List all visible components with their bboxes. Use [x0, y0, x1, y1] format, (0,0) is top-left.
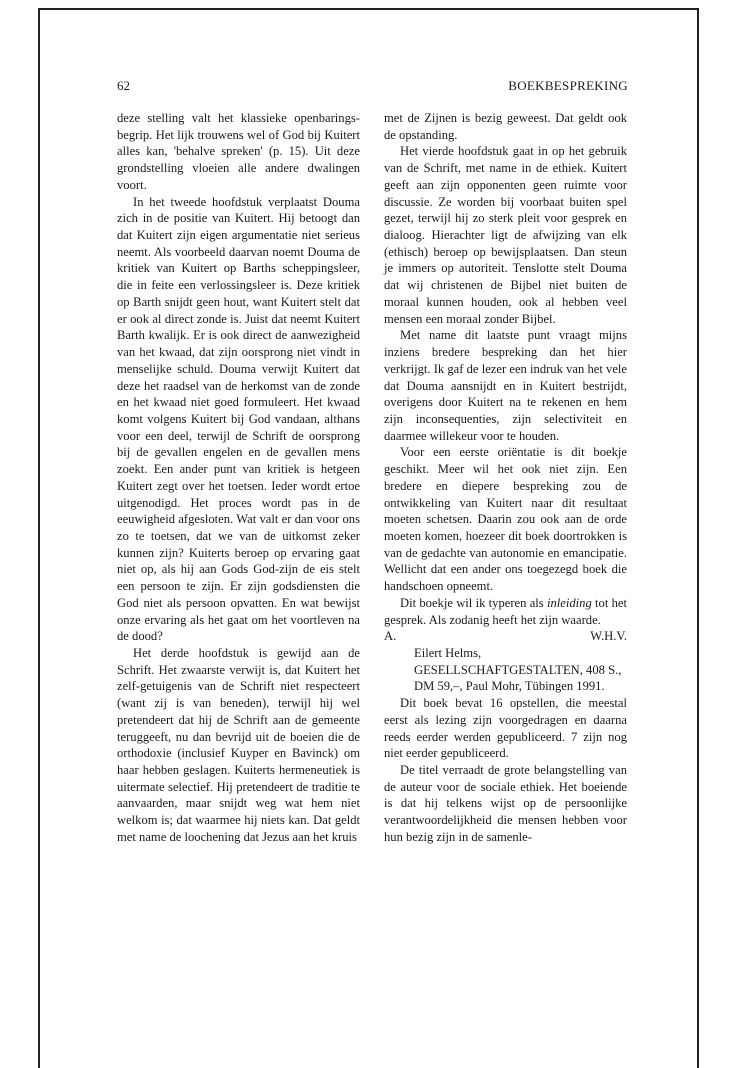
paragraph: In het tweede hoofdstuk verplaatst Douma zich in de positie van Kuitert. Hij betoogt dan dat Kuitert zijn eigen argumentatie niet serieus neemt. Als voorbeeld daarvan noemt Douma de kritiek van Kuitert op Barths scheppingsleer, die in feite een verlossingsleer is. Deze kritiek op Barth snijdt geen hout, want Kuitert stelt dat er ook al direct zonde is. Juist dat neemt Kuitert Barth kwalijk. Er is ook direct de aanwezigheid van het kwaad, dat zijn oorsprong niet vindt in menselijke schuld. Douma verwijt Kuitert dat deze het raadsel van de herkomst van de zonde en het kwaad niet goed formuleert. Het kwaad komt volgens Kuitert bij God vandaan, althans voor een deel, terwijl de Schrift de oorsprong bij de gevallen engelen en de gevallen mens zoekt. Een ander punt van kritiek is hetgeen Kuitert zegt over het toetsen. Ieder wordt ertoe uitgenodigd. Het proces wordt pas in de eeuwigheid afgesloten. Wat valt er dan voor ons zo te toetsen, dat we van de uitkomst zeker kunnen zijn? Kuiterts beroep op ervaring gaat niet op, als hij aan Gods God-zijn de eis stelt een persoon te zijn. Er zijn godsdiensten die God niet als persoon opvatten. En wat bewijst onze ervaring als het gaat om het voortleven na de dood?	[117, 194, 360, 644]
page-border-right	[697, 8, 699, 1068]
page-number: 62	[117, 78, 130, 93]
signature-initial: A.	[384, 629, 397, 644]
text-run: tot het gesprek. Als zodanig heeft het zijn waarde.	[384, 595, 627, 627]
paragraph: Voor een eerste oriëntatie is dit boekje geschikt. Meer wil het ook niet zijn. Een bredere en diepere bespreking zou de ontwikkeling van Kuitert naar dit resultaat moeten schetsen. Daarin zou ook aan de orde moeten komen, hoezeer dit boek doortrokken is van de gedachte van autonomie en emancipatie. Wellicht dat een ander ons toegezegd boek die handschoen opneemt.	[384, 445, 627, 594]
page-border-left	[38, 8, 40, 1068]
reviewer-initials: W.H.V.	[590, 629, 627, 644]
paragraph: Het vierde hoofdstuk gaat in op het gebruik van de Schrift, met name in de ethiek. Kuitert geeft aan zijn opponenten geen ruimte voor discussie. Ze worden bij voorbaat buiten spel gezet, terwijl hij zo sterk pleit voor gesprek en dialoog. Hierachter ligt de afwijzing van elk (ethisch) beroep op bewijsplaatsen. Dan steun je immers op autoriteit. Tenslotte stelt Douma dat wij christenen de Bijbel niet buiten de moraal kunnen houden, ook al hebben veel mensen een moraal zonder Bijbel.	[384, 144, 627, 326]
running-head: BOEKBESPREKING	[508, 78, 628, 93]
book-reference: Eilert Helms, GESELLSCHAFTGESTALTEN, 408 S., DM 59,–, Paul Mohr, Tübingen 1991.	[414, 646, 622, 694]
paragraph: Het derde hoofdstuk is gewijd aan de Schrift. Het zwaarste verwijt is, dat Kuitert het zelf-getuigenis van de Schrift niet respecteert (want zij is van beneden), terwijl hij wel pretendeert dat hij de Schrift aan de gemeente teruggeeft, nu dan bevrijd uit de boeien die de orthodoxie (inclusief Kuyper en Bavinck) om haar hebben geslagen. Kuiterts hermeneutiek is uitermate selectief. Hij pretendeert de traditie te aanvaarden, maar snijdt weg wat hem niet welkom is; dat waarmee hij niets kan. Dat geldt met name de loochening dat Jezus aan het kruis	[117, 646, 360, 844]
text-run: Dit boekje wil ik typeren als	[400, 595, 547, 610]
signature-row	[384, 628, 627, 645]
paragraph: Met name dit laatste punt vraagt mijns inziens bredere bespreking dan het hier verkrijgt. Ik gaf de lezer een indruk van het vele dat Douma aansnijdt en in Kuitert bestrijdt, overigens door Kuitert na te rekenen en hem zijn inconsequenties, zijn selectiviteit en daarmee willekeur voor te houden.	[384, 328, 627, 443]
page-border-top	[38, 8, 698, 10]
paragraph: met de Zijnen is bezig geweest. Dat geldt ook de opstanding.	[384, 111, 627, 142]
paragraph: De titel verraadt de grote belangstelling van de auteur voor de sociale ethiek. Het boeiende is dat hij telkens wijst op de persoonlijke verantwoordelijkheid die mensen hebben voor hun bezig zijn in de samenle-	[384, 763, 627, 844]
paragraph	[384, 595, 627, 628]
paragraph: deze stelling valt het klassieke openbaringsbegrip. Het lijk trouwens wel of God bij Kuitert alles kan, 'behalve spreken' (p. 15). Uit deze grondstelling vloeien alle andere dwalingen voort.	[117, 111, 360, 192]
paragraph: Dit boek bevat 16 opstellen, die meestal eerst als lezing zijn voorgedragen en daarna reeds eerder werden gepubliceerd. 7 zijn nog niet eerder gepubliceerd.	[384, 696, 627, 761]
left-column	[117, 110, 360, 846]
emphasis: inleiding	[546, 595, 592, 610]
right-column	[384, 110, 627, 846]
